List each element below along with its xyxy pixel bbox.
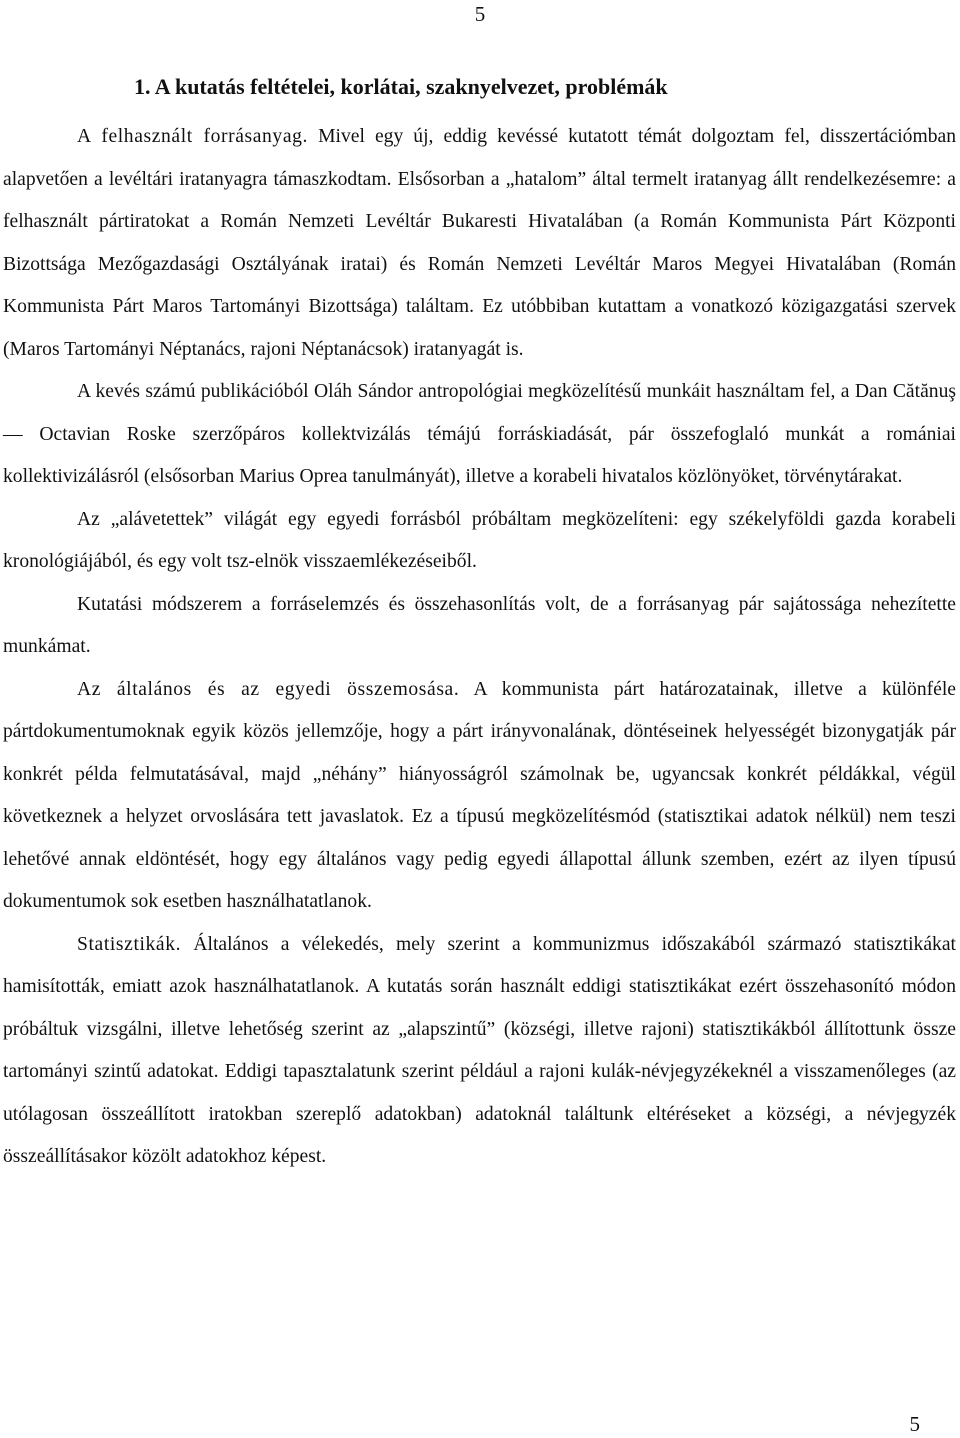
- paragraph: [3, 584, 956, 669]
- paragraph-text: A kevés számú publikációból Oláh Sándor antropológiai megközelítésű munkáit használtam fel, a Dan Cătănuş ― Octavian Roske szerzőpáros kollektvizálás témájú forráskiadását, pár összefoglaló munkát a romániai kollektivizálásról (elsősorban Marius Oprea tanulmányát), illetve a korabeli hivatalos közlönyöket, törvénytárakat.: [3, 381, 956, 487]
- paragraph: [3, 924, 956, 1179]
- page-number-bottom: 5: [909, 1412, 920, 1436]
- paragraph-text: Általános a vélekedés, mely szerint a kommunizmus időszakából származó statisztikákat hamisították, emiatt azok használhatatlanok. A kutatás során használt eddigi statisztikákat ezért összehasonító módon próbáltuk vizsgálni, illetve lehetőség szerint az „alapszintű” (községi, illetve rajoni) statisztikákból állítottunk össze tartományi szintű adatokat. Eddigi tapasztalatunk szerint például a rajoni kulák-névjegyzékeknél a visszamenőleges (az utólagosan összeállított iratokban szereplő adatokban) adatoknál találtunk eltéréseket a községi, a névjegyzék összeállításakor közölt adatokhoz képest.: [3, 933, 956, 1167]
- paragraph-lead: Az általános és az egyedi összemosása.: [77, 678, 460, 700]
- paragraph: [3, 499, 956, 584]
- paragraph-lead: A felhasznált forrásanyag.: [77, 126, 309, 147]
- paragraph: [3, 116, 956, 371]
- page-number-top: 5: [474, 2, 486, 26]
- paragraph-text: Az „alávetettek” világát egy egyedi forrásból próbáltam megközelíteni: egy székelyföldi gazda korabeli kronológiájából, és egy volt tsz-elnök visszaemlékezéseiből.: [3, 508, 956, 572]
- paragraph-text: Kutatási módszerem a forráselemzés és összehasonlítás volt, de a forrásanyag pár sajátossága nehezítette munkámat.: [3, 593, 956, 657]
- paragraph-lead: Statisztikák.: [77, 933, 182, 955]
- body-text: [3, 116, 956, 1179]
- paragraph-text: Mivel egy új, eddig kevéssé kutatott témát dolgoztam fel, disszertációmban alapvetően a levéltári iratanyagra támaszkodtam. Elsősorban a „hatalom” által termelt iratanyag állt rendelkezésemre: a felhasznált pártiratokat a Román Nemzeti Levéltár Bukaresti Hivatalában (a Román Kommunista Párt Központi Bizottsága Mezőgazdasági Osztályának iratai) és Román Nemzeti Levéltár Maros Megyei Hivatalában (Román Kommunista Párt Maros Tartományi Bizottsága) találtam. Ez utóbbiban kutattam a vonatkozó közigazgatási szervek (Maros Tartományi Néptanács, rajoni Néptanácsok) iratanyagát is.: [3, 126, 957, 360]
- paragraph: [3, 371, 956, 499]
- paragraph: [3, 669, 956, 924]
- section-heading: 1. A kutatás feltételei, korlátai, szaknyelvezet, problémák: [134, 74, 668, 99]
- paragraph-text: A kommunista párt határozatainak, illetve a különféle pártdokumentumoknak egyik közös jellemzője, hogy a párt irányvonalának, döntéseinek helyességét bizonygatják pár konkrét példa felmutatásával, majd „néhány” hiányosságról számolnak be, ugyancsak konkrét példákkal, végül következnek a helyzet orvoslására tett javaslatok. Ez a típusú megközelítésmód (statisztikai adatok nélkül) nem teszi lehetővé annak eldöntését, hogy egy általános vagy pedig egyedi állapottal állunk szemben, ezért az ilyen típusú dokumentumok sok esetben használhatatlanok.: [3, 678, 956, 912]
